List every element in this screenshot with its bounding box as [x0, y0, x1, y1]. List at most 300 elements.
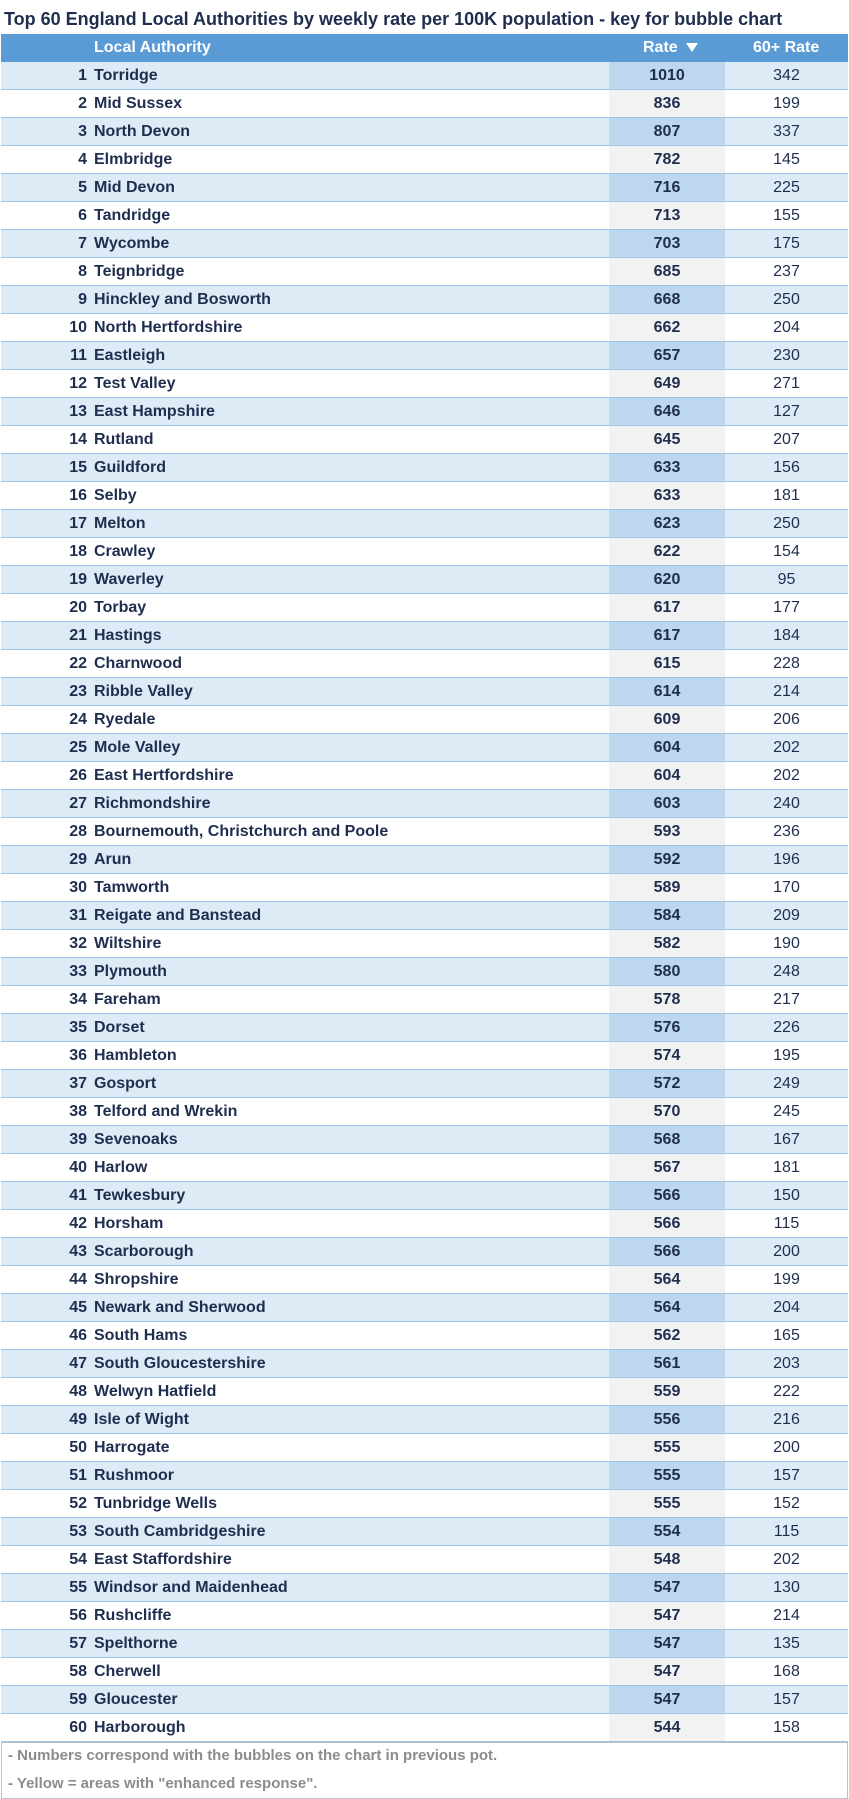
table-row[interactable] [1, 398, 848, 426]
rank-cell: 3 [78, 123, 87, 140]
table-row[interactable] [1, 1378, 848, 1406]
table-row[interactable] [1, 314, 848, 342]
rate-cell: 564 [609, 1266, 725, 1293]
local-authority-cell: Gloucester [94, 1691, 178, 1708]
rank-cell: 7 [78, 235, 87, 252]
table-row[interactable] [1, 258, 848, 286]
table-row[interactable] [1, 1434, 848, 1462]
local-authority-cell: Hinckley and Bosworth [94, 291, 271, 308]
table-row[interactable] [1, 1630, 848, 1658]
rank-cell: 47 [69, 1355, 87, 1372]
table-row[interactable] [1, 146, 848, 174]
local-authority-cell: Tamworth [94, 879, 170, 896]
table-row[interactable] [1, 902, 848, 930]
header-local-authority[interactable]: Local Authority [94, 39, 211, 56]
rate-60plus-cell: 152 [773, 1495, 800, 1512]
table-row[interactable] [1, 1014, 848, 1042]
rate-cell: 604 [609, 734, 725, 761]
rate-60plus-cell: 217 [773, 991, 800, 1008]
header-rate[interactable] [643, 34, 698, 62]
rate-cell: 548 [609, 1546, 725, 1573]
table-row[interactable] [1, 174, 848, 202]
rate-60plus-cell: 337 [725, 118, 848, 145]
local-authority-cell: Windsor and Maidenhead [94, 1579, 288, 1596]
rate-cell: 614 [609, 678, 725, 705]
rank-cell: 48 [69, 1383, 87, 1400]
rank-cell: 26 [69, 767, 87, 784]
local-authority-cell: East Hampshire [94, 403, 215, 420]
rate-cell: 668 [609, 286, 725, 313]
rate-cell: 576 [609, 1014, 725, 1041]
rank-cell: 13 [69, 403, 87, 420]
rank-cell: 12 [69, 375, 87, 392]
local-authority-cell: Rushcliffe [94, 1607, 172, 1624]
rate-60plus-cell: 199 [773, 95, 800, 112]
rate-cell: 574 [609, 1042, 725, 1069]
rate-cell: 559 [609, 1378, 725, 1405]
rate-cell: 547 [609, 1574, 725, 1601]
table-row[interactable] [1, 62, 848, 90]
rate-60plus-cell: 250 [725, 510, 848, 537]
table-row[interactable] [1, 1714, 848, 1742]
rank-cell: 39 [69, 1131, 87, 1148]
rate-cell: 568 [609, 1126, 725, 1153]
local-authority-cell: Waverley [94, 571, 164, 588]
table-row[interactable] [1, 1518, 848, 1546]
rate-cell: 566 [609, 1238, 725, 1265]
table-row[interactable] [1, 1350, 848, 1378]
table-row[interactable] [1, 1126, 848, 1154]
rate-cell: 572 [609, 1070, 725, 1097]
rank-cell: 23 [69, 683, 87, 700]
table-row[interactable] [1, 818, 848, 846]
rate-60plus-cell: 206 [773, 711, 800, 728]
local-authority-cell: Rushmoor [94, 1467, 174, 1484]
table-title: Top 60 England Local Authorities by weekly rate per 100K population - key for bubble chart [4, 9, 783, 29]
rate-cell: 554 [609, 1518, 725, 1545]
rate-60plus-cell: 181 [773, 1159, 800, 1176]
local-authority-cell: Wiltshire [94, 935, 162, 952]
rate-cell: 547 [609, 1658, 725, 1685]
rate-cell: 570 [609, 1098, 725, 1125]
rate-cell: 592 [609, 846, 725, 873]
table-row[interactable] [1, 1462, 848, 1490]
rate-60plus-cell: 200 [725, 1238, 848, 1265]
local-authority-cell: Horsham [94, 1215, 164, 1232]
rate-60plus-cell: 271 [773, 375, 800, 392]
rate-cell: 562 [609, 1322, 725, 1349]
rate-cell: 547 [609, 1630, 725, 1657]
table-row[interactable] [1, 118, 848, 146]
local-authority-cell: Melton [94, 515, 146, 532]
rank-cell: 4 [78, 151, 87, 168]
rate-60plus-cell: 156 [725, 454, 848, 481]
table-row[interactable] [1, 1602, 848, 1630]
rate-60plus-cell: 250 [725, 286, 848, 313]
rate-cell: 564 [609, 1294, 725, 1321]
rank-cell: 8 [78, 263, 87, 280]
table-row[interactable] [1, 286, 848, 314]
local-authority-cell: Reigate and Banstead [94, 907, 262, 924]
rank-cell: 46 [69, 1327, 87, 1344]
local-authority-cell: Dorset [94, 1019, 145, 1036]
rank-cell: 16 [69, 487, 87, 504]
table-row[interactable] [1, 958, 848, 986]
note-bubbles: - Numbers correspond with the bubbles on the chart in previous pot. [8, 1747, 498, 1764]
table-row[interactable] [1, 342, 848, 370]
rate-60plus-cell: 168 [773, 1663, 800, 1680]
rate-cell: 580 [609, 958, 725, 985]
rank-cell: 51 [69, 1467, 87, 1484]
rate-60plus-cell: 158 [773, 1719, 800, 1736]
local-authority-cell: Welwyn Hatfield [94, 1383, 217, 1400]
rate-cell: 807 [609, 118, 725, 145]
rank-cell: 49 [69, 1411, 87, 1428]
rate-cell: 633 [609, 482, 725, 509]
table-row[interactable] [1, 1266, 848, 1294]
local-authority-cell: Isle of Wight [94, 1411, 189, 1428]
table-row[interactable] [1, 1406, 848, 1434]
rank-cell: 28 [69, 823, 87, 840]
local-authority-cell: Guildford [94, 459, 166, 476]
rank-cell: 54 [69, 1551, 87, 1568]
rate-60plus-cell: 249 [725, 1070, 848, 1097]
local-authority-cell: Harrogate [94, 1439, 170, 1456]
local-authority-cell: South Gloucestershire [94, 1355, 266, 1372]
local-authority-cell: Harlow [94, 1159, 148, 1176]
rank-cell: 35 [69, 1019, 87, 1036]
rate-cell: 604 [609, 762, 725, 789]
rank-cell: 11 [70, 347, 87, 364]
rate-cell: 593 [609, 818, 725, 845]
rate-cell: 622 [609, 538, 725, 565]
rate-cell: 584 [609, 902, 725, 929]
rate-60plus-cell: 228 [773, 655, 800, 672]
rate-cell: 649 [609, 370, 725, 397]
local-authority-cell: North Hertfordshire [94, 319, 243, 336]
local-authority-cell: North Devon [94, 123, 190, 140]
table-row[interactable] [1, 846, 848, 874]
local-authority-cell: East Staffordshire [94, 1551, 232, 1568]
table-row[interactable] [1, 1686, 848, 1714]
rate-cell: 566 [609, 1182, 725, 1209]
table-row[interactable] [1, 1070, 848, 1098]
rank-cell: 29 [69, 851, 87, 868]
rate-60plus-cell: 165 [773, 1327, 800, 1344]
local-authority-cell: Mole Valley [94, 739, 181, 756]
local-authority-cell: Tandridge [94, 207, 171, 224]
rank-cell: 18 [69, 543, 87, 560]
rate-cell: 662 [609, 314, 725, 341]
rate-60plus-cell: 204 [725, 1294, 848, 1321]
table-row[interactable] [1, 202, 848, 230]
rank-cell: 41 [69, 1187, 87, 1204]
table-row[interactable] [1, 1238, 848, 1266]
rate-60plus-cell: 202 [773, 767, 800, 784]
rank-cell: 57 [69, 1635, 87, 1652]
rate-60plus-cell: 150 [725, 1182, 848, 1209]
rate-60plus-cell: 115 [725, 1518, 848, 1545]
rank-cell: 5 [78, 179, 87, 196]
rank-cell: 50 [69, 1439, 87, 1456]
table-row[interactable] [1, 90, 848, 118]
rate-60plus-cell: 167 [725, 1126, 848, 1153]
rate-60plus-cell: 157 [725, 1686, 848, 1713]
rank-cell: 6 [78, 207, 87, 224]
rate-60plus-cell: 154 [773, 543, 800, 560]
rank-cell: 1 [78, 67, 87, 84]
header-60plus-rate[interactable]: 60+ Rate [753, 39, 820, 56]
local-authority-cell: Elmbridge [94, 151, 173, 168]
rate-cell: 782 [609, 146, 725, 173]
rate-60plus-cell: 170 [773, 879, 800, 896]
rate-60plus-cell: 248 [725, 958, 848, 985]
rank-cell: 9 [78, 291, 87, 308]
table-row[interactable] [1, 1098, 848, 1126]
rate-60plus-cell: 199 [773, 1271, 800, 1288]
rate-cell: 836 [609, 90, 725, 117]
rate-cell: 544 [609, 1714, 725, 1741]
rate-cell: 713 [609, 202, 725, 229]
table-row[interactable] [1, 510, 848, 538]
table-header [1, 34, 848, 62]
notes-box [1, 1742, 848, 1799]
table-row[interactable] [1, 230, 848, 258]
table-row[interactable] [1, 594, 848, 622]
rate-cell: 716 [609, 174, 725, 201]
note-yellow: - Yellow = areas with "enhanced response". [8, 1775, 318, 1792]
rank-cell: 22 [69, 655, 87, 672]
rank-cell: 32 [69, 935, 87, 952]
local-authority-cell: Eastleigh [94, 347, 166, 364]
local-authority-cell: Gosport [94, 1075, 157, 1092]
rank-cell: 55 [69, 1579, 87, 1596]
table-row[interactable] [1, 1210, 848, 1238]
rank-cell: 37 [69, 1075, 87, 1092]
rate-60plus-cell: 226 [725, 1014, 848, 1041]
local-authority-cell: Ribble Valley [94, 683, 193, 700]
table-row[interactable] [1, 1574, 848, 1602]
rate-60plus-cell: 216 [725, 1406, 848, 1433]
rate-60plus-cell: 342 [725, 62, 848, 89]
rate-60plus-cell: 196 [725, 846, 848, 873]
local-authority-cell: Mid Devon [94, 179, 175, 196]
table-row[interactable] [1, 986, 848, 1014]
local-authority-cell: East Hertfordshire [94, 767, 234, 784]
table-row[interactable] [1, 734, 848, 762]
local-authority-cell: Tewkesbury [94, 1187, 186, 1204]
rate-cell: 617 [609, 594, 725, 621]
table-row[interactable] [1, 650, 848, 678]
rate-cell: 567 [609, 1154, 725, 1181]
rank-cell: 17 [69, 515, 87, 532]
local-authority-cell: Hambleton [94, 1047, 177, 1064]
rate-60plus-cell: 202 [725, 734, 848, 761]
rate-cell: 589 [609, 874, 725, 901]
rate-60plus-cell: 157 [725, 1462, 848, 1489]
rate-60plus-cell: 225 [725, 174, 848, 201]
rate-cell: 578 [609, 986, 725, 1013]
rank-cell: 30 [69, 879, 87, 896]
local-authority-cell: Fareham [94, 991, 161, 1008]
table-row[interactable] [1, 706, 848, 734]
table-row[interactable] [1, 930, 848, 958]
local-authority-cell: Shropshire [94, 1271, 179, 1288]
rate-60plus-cell: 177 [773, 599, 800, 616]
table-row[interactable] [1, 1182, 848, 1210]
rank-cell: 25 [69, 739, 87, 756]
local-authority-cell: Torridge [94, 67, 158, 84]
local-authority-cell: Ryedale [94, 711, 156, 728]
table-row[interactable] [1, 1294, 848, 1322]
table-row[interactable] [1, 1042, 848, 1070]
table-row[interactable] [1, 482, 848, 510]
local-authority-cell: Arun [94, 851, 132, 868]
table-row[interactable] [1, 454, 848, 482]
rank-cell: 21 [69, 627, 87, 644]
rate-60plus-cell: 222 [773, 1383, 800, 1400]
rank-cell: 2 [78, 95, 87, 112]
rate-cell: 547 [609, 1686, 725, 1713]
rank-cell: 14 [69, 431, 87, 448]
rate-cell: 561 [609, 1350, 725, 1377]
rank-cell: 20 [69, 599, 87, 616]
rank-cell: 10 [69, 319, 87, 336]
rate-60plus-cell: 155 [773, 207, 800, 224]
rank-cell: 43 [69, 1243, 87, 1260]
rate-60plus-cell: 181 [773, 487, 800, 504]
local-authority-cell: Bournemouth, Christchurch and Poole [94, 823, 389, 840]
rate-cell: 617 [609, 622, 725, 649]
rate-cell: 623 [609, 510, 725, 537]
rate-60plus-cell: 195 [773, 1047, 800, 1064]
rank-cell: 31 [69, 907, 87, 924]
rank-cell: 19 [69, 571, 87, 588]
rank-cell: 59 [69, 1691, 87, 1708]
rank-cell: 60 [69, 1719, 87, 1736]
local-authority-cell: Sevenoaks [94, 1131, 178, 1148]
rate-60plus-cell: 190 [773, 935, 800, 952]
table-row[interactable] [1, 566, 848, 594]
rank-cell: 58 [69, 1663, 87, 1680]
local-authority-cell: Selby [94, 487, 137, 504]
local-authority-cell: Plymouth [94, 963, 167, 980]
rank-cell: 34 [69, 991, 87, 1008]
local-authority-cell: Scarborough [94, 1243, 194, 1260]
local-authority-cell: Wycombe [94, 235, 170, 252]
local-authority-cell: Spelthorne [94, 1635, 178, 1652]
rate-60plus-cell: 204 [773, 319, 800, 336]
local-authority-cell: Richmondshire [94, 795, 211, 812]
local-authority-cell: Teignbridge [94, 263, 185, 280]
rank-cell: 33 [69, 963, 87, 980]
local-authority-cell: South Hams [94, 1327, 188, 1344]
local-authority-cell: Telford and Wrekin [94, 1103, 238, 1120]
rate-60plus-cell: 135 [725, 1630, 848, 1657]
table-body [1, 62, 848, 1742]
rate-cell: 547 [609, 1602, 725, 1629]
rate-cell: 703 [609, 230, 725, 257]
local-authority-cell: Hastings [94, 627, 162, 644]
rank-cell: 24 [69, 711, 87, 728]
rate-60plus-cell: 240 [725, 790, 848, 817]
local-authority-cell: Cherwell [94, 1663, 161, 1680]
local-authority-cell: Harborough [94, 1719, 186, 1736]
rank-cell: 56 [69, 1607, 87, 1624]
rate-60plus-cell: 95 [725, 566, 848, 593]
table-row[interactable] [1, 1322, 848, 1350]
rate-cell: 582 [609, 930, 725, 957]
rate-60plus-cell: 200 [773, 1439, 800, 1456]
table-row[interactable] [1, 762, 848, 790]
table-row[interactable] [1, 874, 848, 902]
rate-cell: 555 [609, 1490, 725, 1517]
local-authority-cell: Charnwood [94, 655, 182, 672]
rate-60plus-cell: 214 [725, 678, 848, 705]
local-authority-cell: Mid Sussex [94, 95, 183, 112]
rate-cell: 657 [609, 342, 725, 369]
table-row[interactable] [1, 678, 848, 706]
rate-cell: 615 [609, 650, 725, 677]
sort-descending-icon[interactable] [686, 43, 698, 52]
rank-cell: 52 [69, 1495, 87, 1512]
rank-cell: 53 [69, 1523, 87, 1540]
local-authority-cell: Torbay [94, 599, 147, 616]
rate-cell: 645 [609, 426, 725, 453]
table-row[interactable] [1, 790, 848, 818]
rate-60plus-cell: 237 [773, 263, 800, 280]
rate-60plus-cell: 214 [773, 1607, 800, 1624]
rate-60plus-cell: 202 [773, 1551, 800, 1568]
rate-60plus-cell: 127 [725, 398, 848, 425]
table-row[interactable] [1, 538, 848, 566]
rate-cell: 646 [609, 398, 725, 425]
rank-cell: 36 [69, 1047, 87, 1064]
rate-60plus-cell: 115 [773, 1215, 800, 1232]
rate-cell: 633 [609, 454, 725, 481]
rate-cell: 609 [609, 706, 725, 733]
table-row[interactable] [1, 1490, 848, 1518]
rate-60plus-cell: 230 [725, 342, 848, 369]
rate-cell: 603 [609, 790, 725, 817]
table-row[interactable] [1, 622, 848, 650]
local-authority-cell: Crawley [94, 543, 156, 560]
local-authority-cell: South Cambridgeshire [94, 1523, 266, 1540]
rate-60plus-cell: 130 [725, 1574, 848, 1601]
rate-60plus-cell: 184 [725, 622, 848, 649]
rate-60plus-cell: 203 [725, 1350, 848, 1377]
table-row[interactable] [1, 426, 848, 454]
local-authority-cell: Test Valley [94, 375, 176, 392]
rank-cell: 38 [69, 1103, 87, 1120]
rate-cell: 1010 [609, 62, 725, 89]
table-row[interactable] [1, 1154, 848, 1182]
rank-cell: 44 [69, 1271, 87, 1288]
rate-60plus-cell: 207 [773, 431, 800, 448]
header-rate-label: Rate [643, 39, 678, 56]
rank-cell: 27 [69, 795, 87, 812]
table-row[interactable] [1, 1658, 848, 1686]
table-row[interactable] [1, 1546, 848, 1574]
rank-cell: 40 [69, 1159, 87, 1176]
table-row[interactable] [1, 370, 848, 398]
rate-cell: 556 [609, 1406, 725, 1433]
local-authority-cell: Newark and Sherwood [94, 1299, 266, 1316]
rate-60plus-cell: 209 [725, 902, 848, 929]
rate-cell: 555 [609, 1462, 725, 1489]
rate-cell: 685 [609, 258, 725, 285]
rate-cell: 555 [609, 1434, 725, 1461]
